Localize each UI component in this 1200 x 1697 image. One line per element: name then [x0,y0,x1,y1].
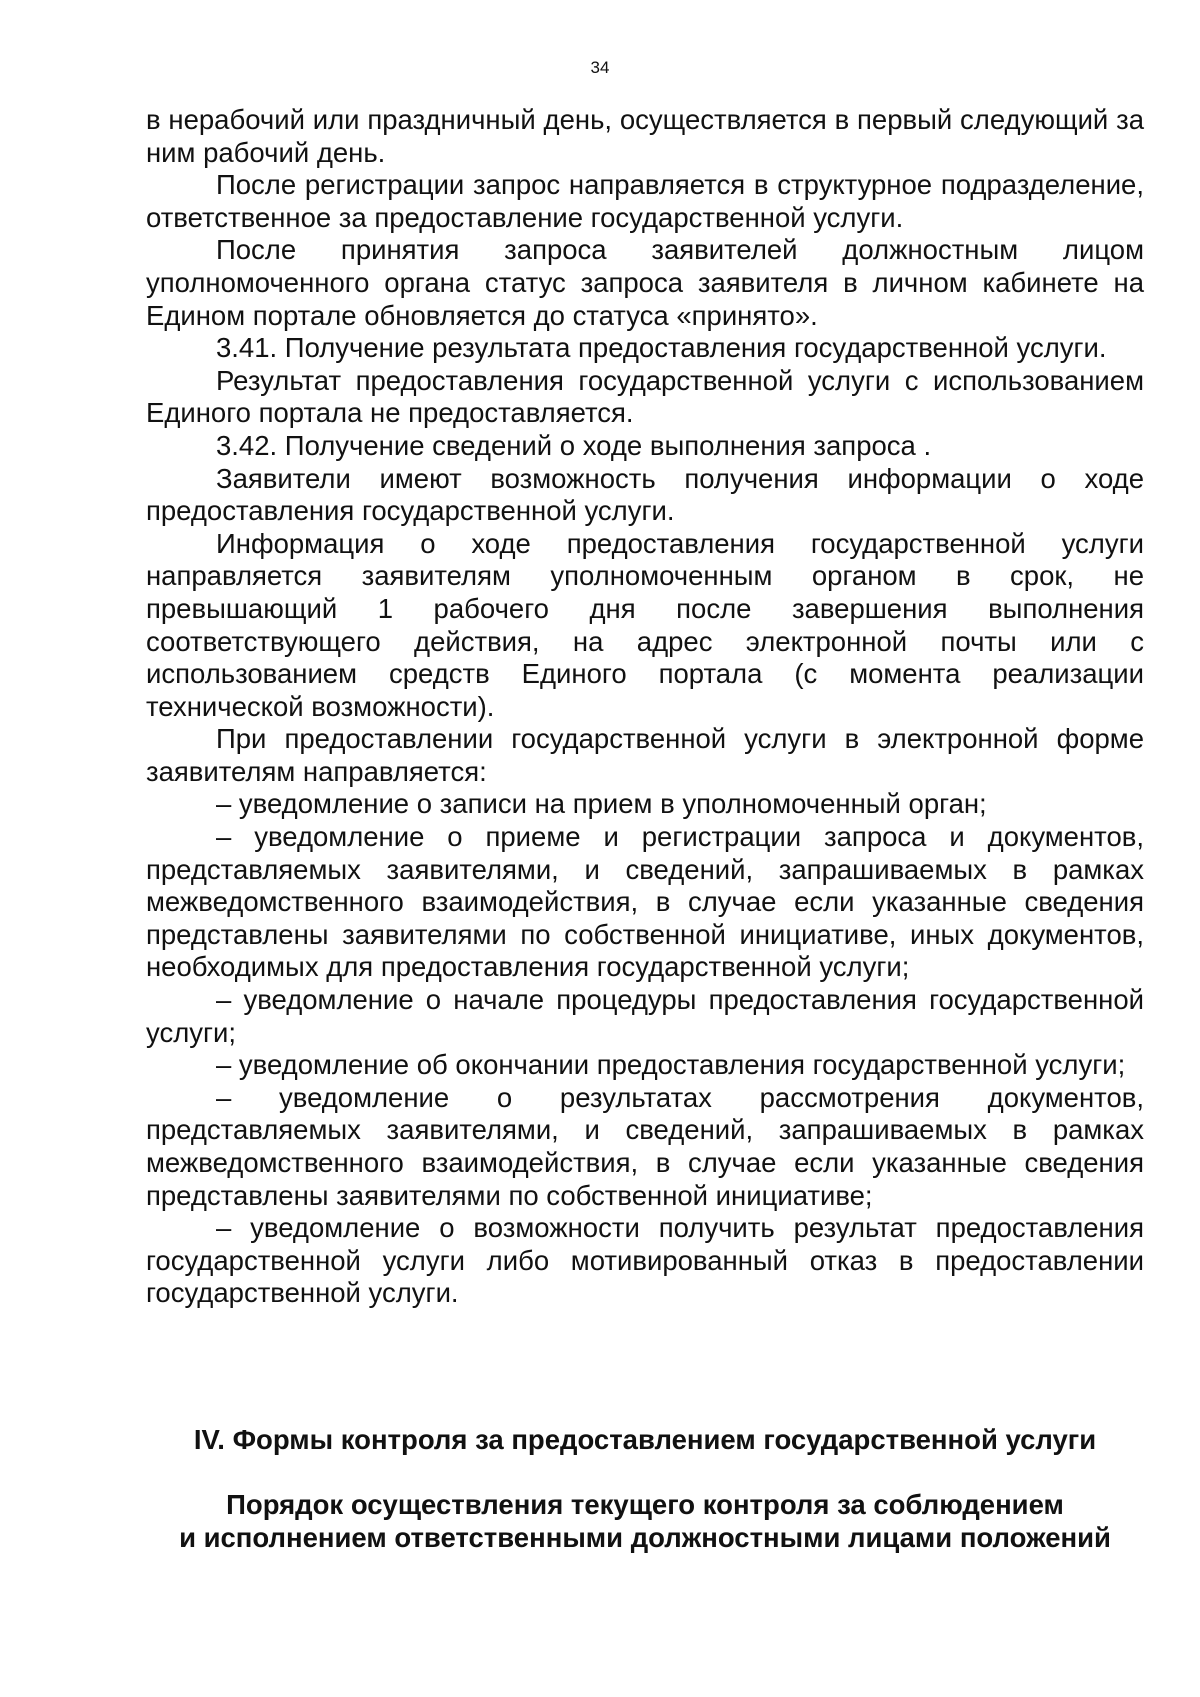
subsection-heading-line: Порядок осуществления текущего контроля за соблюдением [226,1489,1064,1520]
subsection-heading-line: и исполнением ответственными должностными лицами положений [179,1521,1111,1553]
paragraph-registration: После регистрации запрос направляется в структурное подразделение, ответственное за предоставление государственной услуги. [146,169,1144,233]
paragraph-result-not-provided: Результат предоставления государственной услуги с использованием Единого портала не предоставляется. [146,364,1144,429]
list-item-notification: – уведомление об окончании предоставления государственной услуги; [216,1049,1126,1081]
list-item-notification: – уведомление о приеме и регистрации запроса и документов, представляемых заявителями, и сведений, запрашиваемых в рамках межведомственного взаимодействия, в случае если указанные сведения представлены заявителями по собственной инициативе, иных документов, необходимых для предоставления государственной услуги; [146,821,1144,983]
paragraph-applicants-info: Заявители имеют возможность получения информации о ходе предоставления государственной услуги. [146,462,1144,527]
paragraph-continuation: в нерабочий или праздничный день, осуществляется в первый следующий за ним рабочий день. [146,104,1144,168]
clause-3-42: 3.42. Получение сведений о ходе выполнения запроса . [216,429,932,461]
paragraph-status-update: После принятия запроса заявителей должностным лицом уполномоченного органа статус запроса заявителя в личном кабинете на Едином портале обновляется до статуса «принято». [146,234,1144,331]
list-item-notification: – уведомление о результатах рассмотрения документов, представляемых заявителями, и сведений, запрашиваемых в рамках межведомственного взаимодействия, в случае если указанные сведения представлены заявителями по собственной инициативе; [146,1081,1144,1211]
page-number: 34 [590,58,610,77]
document-body [146,104,1144,1310]
clause-3-41: 3.41. Получение результата предоставления государственной услуги. [216,332,1107,364]
subsection-heading [146,1489,1144,1554]
section-heading: IV. Формы контроля за предоставлением государственной услуги [193,1424,1097,1455]
paragraph-notifications-intro: При предоставлении государственной услуги в электронной форме заявителям направляется: [146,723,1144,787]
list-item-notification: – уведомление о записи на прием в уполномоченный орган; [216,788,987,820]
list-item-notification: – уведомление о начале процедуры предоставления государственной услуги; [146,984,1144,1048]
paragraph-info-delivery: Информация о ходе предоставления государственной услуги направляется заявителям уполномоченным органом в срок, не превышающий 1 рабочего дня после завершения выполнения соответствующего действия, на адрес электронной почты или с использованием средств Единого портала (с момента реализации технической возможности). [146,527,1144,722]
list-item-notification: – уведомление о возможности получить результат предоставления государственной услуги либо мотивированный отказ в предоставлении государственной услуги. [146,1212,1144,1309]
